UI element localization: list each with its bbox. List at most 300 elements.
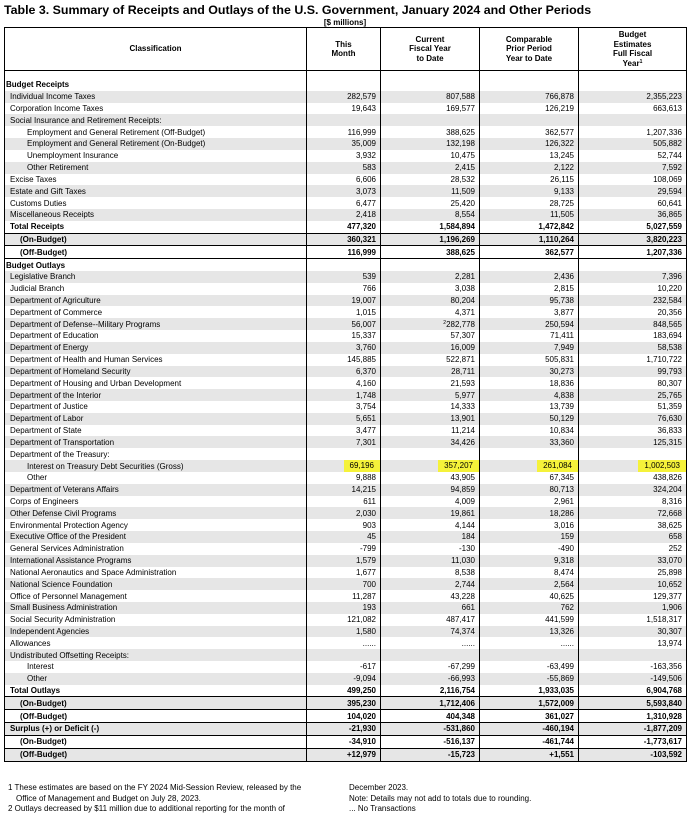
cell-budget-estimate: 438,826 [579, 472, 687, 484]
row-label: Corporation Income Taxes [5, 103, 307, 115]
cell-budget-estimate [579, 259, 687, 271]
cell-current-fy: 132,198 [381, 138, 480, 150]
row-label: (On-Budget) [5, 697, 307, 710]
cell-prior-period: 766,878 [480, 91, 579, 103]
cell-budget-estimate: 80,307 [579, 377, 687, 389]
table-row [5, 103, 687, 115]
table-row [5, 531, 687, 543]
cell-budget-estimate: 1,710,722 [579, 354, 687, 366]
cell-current-fy: 28,532 [381, 174, 480, 186]
cell-this-month: -799 [307, 543, 381, 555]
header-line: to Date [416, 53, 444, 63]
cell-this-month: 1,677 [307, 567, 381, 579]
cell-this-month: 903 [307, 519, 381, 531]
row-label: Social Security Administration [5, 614, 307, 626]
cell-this-month: 1,748 [307, 389, 381, 401]
table-row [5, 425, 687, 437]
cell-current-fy: 487,417 [381, 614, 480, 626]
table-row [5, 209, 687, 221]
cell-prior-period: 505,831 [480, 354, 579, 366]
cell-budget-estimate: 252 [579, 543, 687, 555]
cell-budget-estimate: 60,641 [579, 197, 687, 209]
row-label: Individual Income Taxes [5, 91, 307, 103]
table-row [5, 354, 687, 366]
cell-this-month: 395,230 [307, 697, 381, 710]
row-label: Independent Agencies [5, 626, 307, 638]
cell-this-month: 35,009 [307, 138, 381, 150]
row-label: Executive Office of the President [5, 531, 307, 543]
cell-budget-estimate: 108,069 [579, 174, 687, 186]
spacer-cell [579, 71, 687, 80]
cell-current-fy: 80,204 [381, 295, 480, 307]
row-label: Department of Labor [5, 413, 307, 425]
row-label: Office of Personnel Management [5, 590, 307, 602]
cell-this-month: 15,337 [307, 330, 381, 342]
cell-prior-period: 30,273 [480, 366, 579, 378]
cell-current-fy [381, 79, 480, 91]
header-line: Month [331, 49, 356, 58]
table-row [5, 602, 687, 614]
cell-this-month: 19,643 [307, 103, 381, 115]
cell-prior-period: 1,572,009 [480, 697, 579, 710]
row-label: Employment and General Retirement (Off-Budget) [5, 126, 307, 138]
cell-this-month: 4,160 [307, 377, 381, 389]
cell-prior-period: ...... [480, 637, 579, 649]
cell-this-month [307, 114, 381, 126]
cell-this-month: 145,885 [307, 354, 381, 366]
table-row [5, 366, 687, 378]
row-label: Estate and Gift Taxes [5, 185, 307, 197]
cell-budget-estimate: 33,070 [579, 555, 687, 567]
footnote-marker: 2 [443, 319, 447, 326]
table-row [5, 484, 687, 496]
cell-current-fy: 4,009 [381, 496, 480, 508]
row-label: Department of Commerce [5, 306, 307, 318]
cell-current-fy [381, 259, 480, 271]
spacer-row [5, 71, 687, 80]
spacer-cell [480, 71, 579, 80]
cell-this-month: 3,477 [307, 425, 381, 437]
table-body [5, 71, 687, 762]
cell-this-month: 56,007 [307, 318, 381, 330]
cell-prior-period: 441,599 [480, 614, 579, 626]
cell-budget-estimate [579, 460, 687, 472]
footnote-2-cont: December 2023. [349, 783, 409, 792]
cell-current-fy: 34,426 [381, 436, 480, 448]
table-row [5, 377, 687, 389]
cell-this-month: 6,606 [307, 174, 381, 186]
table-row [5, 555, 687, 567]
row-label: Department of Veterans Affairs [5, 484, 307, 496]
footnote-marker: 1 [639, 58, 643, 65]
row-label: Budget Receipts [5, 79, 307, 91]
table-row [5, 519, 687, 531]
cell-budget-estimate: 72,668 [579, 507, 687, 519]
cell-budget-estimate: 10,220 [579, 283, 687, 295]
row-label: Surplus (+) or Deficit (-) [5, 723, 307, 736]
cell-this-month: 700 [307, 578, 381, 590]
cell-this-month: 2,030 [307, 507, 381, 519]
cell-current-fy: 388,625 [381, 246, 480, 259]
cell-prior-period: 2,122 [480, 162, 579, 174]
cell-prior-period: 1,933,035 [480, 685, 579, 697]
cell-prior-period: -63,499 [480, 661, 579, 673]
row-label: Department of Agriculture [5, 295, 307, 307]
cell-prior-period: 3,877 [480, 306, 579, 318]
cell-current-fy: 2,744 [381, 578, 480, 590]
cell-this-month: 2,418 [307, 209, 381, 221]
row-label: General Services Administration [5, 543, 307, 555]
cell-current-fy: 28,711 [381, 366, 480, 378]
row-label: Other [5, 673, 307, 685]
cell-budget-estimate: 129,377 [579, 590, 687, 602]
cell-current-fy: 43,228 [381, 590, 480, 602]
cell-prior-period [480, 448, 579, 460]
table-row [5, 150, 687, 162]
cell-prior-period: 67,345 [480, 472, 579, 484]
cell-budget-estimate: 505,882 [579, 138, 687, 150]
table-row [5, 637, 687, 649]
row-label: Other Retirement [5, 162, 307, 174]
cell-budget-estimate: 2,355,223 [579, 91, 687, 103]
cell-budget-estimate [579, 448, 687, 460]
cell-this-month: 9,888 [307, 472, 381, 484]
cell-current-fy: 807,588 [381, 91, 480, 103]
footnote-1: 1 These estimates are based on the FY 2024 Mid-Session Review, released by the [8, 783, 302, 792]
row-label: Department of the Treasury: [5, 448, 307, 460]
cell-this-month: 3,073 [307, 185, 381, 197]
cell-this-month: 5,651 [307, 413, 381, 425]
table-row [5, 543, 687, 555]
total-row [5, 735, 687, 748]
table-row [5, 174, 687, 186]
header-line: This [335, 39, 352, 49]
row-label: Department of Education [5, 330, 307, 342]
row-label: Customs Duties [5, 197, 307, 209]
header-line: Year to Date [505, 53, 553, 63]
cell-prior-period: 362,577 [480, 126, 579, 138]
table-row [5, 567, 687, 579]
cell-prior-period: 80,713 [480, 484, 579, 496]
cell-current-fy: 4,371 [381, 306, 480, 318]
total-row [5, 723, 687, 736]
table-row [5, 661, 687, 673]
no-transactions-note: ... No Transactions [349, 804, 416, 813]
row-label: Environmental Protection Agency [5, 519, 307, 531]
table-row [5, 673, 687, 685]
cell-budget-estimate: 8,316 [579, 496, 687, 508]
cell-this-month: 116,999 [307, 126, 381, 138]
table-row [5, 91, 687, 103]
units-label: [$ millions] [323, 18, 367, 27]
cell-current-fy: 57,307 [381, 330, 480, 342]
cell-current-fy: 404,348 [381, 710, 480, 723]
row-label: Allowances [5, 637, 307, 649]
cell-current-fy: 8,538 [381, 567, 480, 579]
highlighted-value: 1,002,503 [638, 460, 686, 472]
footnotes-right [349, 783, 679, 815]
cell-prior-period: -460,194 [480, 723, 579, 736]
cell-prior-period: 40,625 [480, 590, 579, 602]
cell-budget-estimate: 6,904,768 [579, 685, 687, 697]
cell-prior-period: -490 [480, 543, 579, 555]
cell-current-fy: 43,905 [381, 472, 480, 484]
cell-this-month [307, 79, 381, 91]
cell-prior-period [480, 460, 579, 472]
cell-prior-period: 126,219 [480, 103, 579, 115]
cell-current-fy [381, 448, 480, 460]
cell-current-fy: 661 [381, 602, 480, 614]
cell-current-fy: -130 [381, 543, 480, 555]
cell-current-fy: 2,116,754 [381, 685, 480, 697]
cell-this-month: 499,250 [307, 685, 381, 697]
table-row [5, 114, 687, 126]
cell-this-month: 7,301 [307, 436, 381, 448]
table-row [5, 271, 687, 283]
cell-current-fy: 1,712,406 [381, 697, 480, 710]
cell-current-fy: 14,333 [381, 401, 480, 413]
table-row [5, 496, 687, 508]
cell-budget-estimate: 324,204 [579, 484, 687, 496]
cell-prior-period: 33,360 [480, 436, 579, 448]
table-row [5, 626, 687, 638]
cell-this-month: 539 [307, 271, 381, 283]
section-header-row [5, 259, 687, 271]
cell-budget-estimate: 25,898 [579, 567, 687, 579]
table-row [5, 318, 687, 330]
header-line: Estimates [613, 39, 652, 49]
cell-budget-estimate: 1,207,336 [579, 246, 687, 259]
cell-budget-estimate: 848,565 [579, 318, 687, 330]
cell-prior-period: 18,836 [480, 377, 579, 389]
cell-prior-period: 95,738 [480, 295, 579, 307]
cell-prior-period [480, 649, 579, 661]
cell-budget-estimate: 125,315 [579, 436, 687, 448]
cell-this-month: 6,370 [307, 366, 381, 378]
header-line: Prior Period [506, 44, 552, 54]
cell-this-month: 360,321 [307, 233, 381, 246]
cell-this-month: 193 [307, 602, 381, 614]
cell-this-month: 6,477 [307, 197, 381, 209]
header-this-month [307, 28, 381, 71]
cell-prior-period: 9,133 [480, 185, 579, 197]
cell-prior-period [480, 259, 579, 271]
row-label: Department of Homeland Security [5, 366, 307, 378]
cell-budget-estimate: 76,630 [579, 413, 687, 425]
row-label: Department of Justice [5, 401, 307, 413]
cell-prior-period: -55,869 [480, 673, 579, 685]
cell-prior-period: 762 [480, 602, 579, 614]
cell-this-month: 3,760 [307, 342, 381, 354]
highlighted-value: 357,207 [438, 460, 479, 472]
cell-current-fy: -67,299 [381, 661, 480, 673]
row-label: Corps of Engineers [5, 496, 307, 508]
cell-this-month: 11,287 [307, 590, 381, 602]
cell-prior-period [480, 114, 579, 126]
table-row [5, 472, 687, 484]
highlighted-value: 69,196 [344, 460, 380, 472]
table-row [5, 295, 687, 307]
header-line: Fiscal Year [409, 44, 451, 54]
cell-current-fy [381, 114, 480, 126]
row-label: Department of State [5, 425, 307, 437]
row-label: Interest [5, 661, 307, 673]
row-label: (Off-Budget) [5, 246, 307, 259]
header-line: Budget [618, 30, 647, 39]
row-label: Department of Health and Human Services [5, 354, 307, 366]
cell-prior-period: 10,834 [480, 425, 579, 437]
cell-budget-estimate: 1,310,928 [579, 710, 687, 723]
cell-this-month: 116,999 [307, 246, 381, 259]
cell-budget-estimate: -1,877,209 [579, 723, 687, 736]
cell-this-month: 3,754 [307, 401, 381, 413]
cell-this-month: -617 [307, 661, 381, 673]
total-row [5, 697, 687, 710]
cell-prior-period: 361,027 [480, 710, 579, 723]
table-row [5, 342, 687, 354]
cell-current-fy: 21,593 [381, 377, 480, 389]
cell-prior-period: 11,505 [480, 209, 579, 221]
cell-this-month: 282,579 [307, 91, 381, 103]
cell-prior-period: 71,411 [480, 330, 579, 342]
cell-prior-period: 13,326 [480, 626, 579, 638]
cell-budget-estimate: 30,307 [579, 626, 687, 638]
cell-budget-estimate: 658 [579, 531, 687, 543]
cell-budget-estimate: 10,652 [579, 578, 687, 590]
row-label: (Off-Budget) [5, 710, 307, 723]
cell-prior-period: 2,815 [480, 283, 579, 295]
total-row [5, 221, 687, 233]
table-row [5, 401, 687, 413]
row-label: Excise Taxes [5, 174, 307, 186]
cell-prior-period: 7,949 [480, 342, 579, 354]
table-row [5, 306, 687, 318]
row-label: Small Business Administration [5, 602, 307, 614]
cell-this-month [307, 649, 381, 661]
row-label: Department of the Interior [5, 389, 307, 401]
table-row [5, 283, 687, 295]
cell-current-fy: 11,509 [381, 185, 480, 197]
cell-current-fy: ...... [381, 637, 480, 649]
cell-budget-estimate: -149,506 [579, 673, 687, 685]
row-label: (On-Budget) [5, 735, 307, 748]
cell-this-month: -34,910 [307, 735, 381, 748]
header-row [5, 28, 687, 71]
cell-current-fy: 169,577 [381, 103, 480, 115]
cell-prior-period: 28,725 [480, 197, 579, 209]
row-label: Department of Transportation [5, 436, 307, 448]
row-label: National Aeronautics and Space Administration [5, 567, 307, 579]
header-line: Comparable [505, 34, 553, 44]
footnote-2: 2 Outlays decreased by $11 million due to additional reporting for the month of [8, 804, 285, 813]
cell-prior-period: 2,564 [480, 578, 579, 590]
cell-current-fy: -531,860 [381, 723, 480, 736]
cell-current-fy [381, 460, 480, 472]
cell-prior-period [480, 79, 579, 91]
cell-this-month: +12,979 [307, 748, 381, 761]
cell-prior-period: 8,474 [480, 567, 579, 579]
cell-budget-estimate: 52,744 [579, 150, 687, 162]
cell-budget-estimate [579, 79, 687, 91]
cell-budget-estimate: -163,356 [579, 661, 687, 673]
row-label: Total Outlays [5, 685, 307, 697]
table-row [5, 330, 687, 342]
cell-budget-estimate [579, 649, 687, 661]
cell-current-fy [381, 318, 480, 330]
cell-prior-period: 4,838 [480, 389, 579, 401]
row-label: Department of Housing and Urban Development [5, 377, 307, 389]
cell-current-fy: 11,214 [381, 425, 480, 437]
cell-this-month [307, 460, 381, 472]
cell-this-month: 104,020 [307, 710, 381, 723]
table-row [5, 590, 687, 602]
cell-budget-estimate: 1,518,317 [579, 614, 687, 626]
cell-budget-estimate [579, 114, 687, 126]
rounding-note: Note: Details may not add to totals due to rounding. [349, 793, 532, 803]
total-row [5, 710, 687, 723]
header-budget-estimates [579, 28, 687, 71]
total-row [5, 246, 687, 259]
cell-this-month: -9,094 [307, 673, 381, 685]
cell-current-fy: 74,374 [381, 626, 480, 638]
row-label: International Assistance Programs [5, 555, 307, 567]
cell-this-month: 121,082 [307, 614, 381, 626]
header-line: Current [415, 34, 445, 44]
table-row [5, 162, 687, 174]
cell-prior-period: 2,961 [480, 496, 579, 508]
row-label: Unemployment Insurance [5, 150, 307, 162]
row-label: Social Insurance and Retirement Receipts: [5, 114, 307, 126]
cell-budget-estimate: 663,613 [579, 103, 687, 115]
row-label: (Off-Budget) [5, 748, 307, 761]
table-row [5, 197, 687, 209]
cell-budget-estimate: 51,359 [579, 401, 687, 413]
cell-this-month: 1,580 [307, 626, 381, 638]
cell-budget-estimate: 20,356 [579, 306, 687, 318]
header-comparable-prior [480, 28, 579, 71]
cell-prior-period: 250,594 [480, 318, 579, 330]
table-row [5, 578, 687, 590]
cell-current-fy: 11,030 [381, 555, 480, 567]
table-row [5, 413, 687, 425]
cell-this-month: 477,320 [307, 221, 381, 233]
cell-current-fy: -15,723 [381, 748, 480, 761]
cell-this-month: 766 [307, 283, 381, 295]
cell-budget-estimate: -1,773,617 [579, 735, 687, 748]
cell-prior-period: +1,551 [480, 748, 579, 761]
cell-current-fy: 4,144 [381, 519, 480, 531]
cell-prior-period: 126,322 [480, 138, 579, 150]
spacer-cell [5, 71, 307, 80]
cell-prior-period: 3,016 [480, 519, 579, 531]
cell-this-month: 1,015 [307, 306, 381, 318]
cell-prior-period: 159 [480, 531, 579, 543]
cell-this-month: 583 [307, 162, 381, 174]
cell-budget-estimate: -103,592 [579, 748, 687, 761]
cell-current-fy: 16,009 [381, 342, 480, 354]
cell-prior-period: 18,286 [480, 507, 579, 519]
cell-current-fy: 1,196,269 [381, 233, 480, 246]
spacer-cell [381, 71, 480, 80]
total-row [5, 685, 687, 697]
cell-current-fy: 184 [381, 531, 480, 543]
cell-budget-estimate: 1,207,336 [579, 126, 687, 138]
cell-current-fy [381, 649, 480, 661]
cell-prior-period: -461,744 [480, 735, 579, 748]
cell-this-month: 3,932 [307, 150, 381, 162]
cell-value: 282,778 [446, 319, 475, 329]
row-label: Employment and General Retirement (On-Budget) [5, 138, 307, 150]
